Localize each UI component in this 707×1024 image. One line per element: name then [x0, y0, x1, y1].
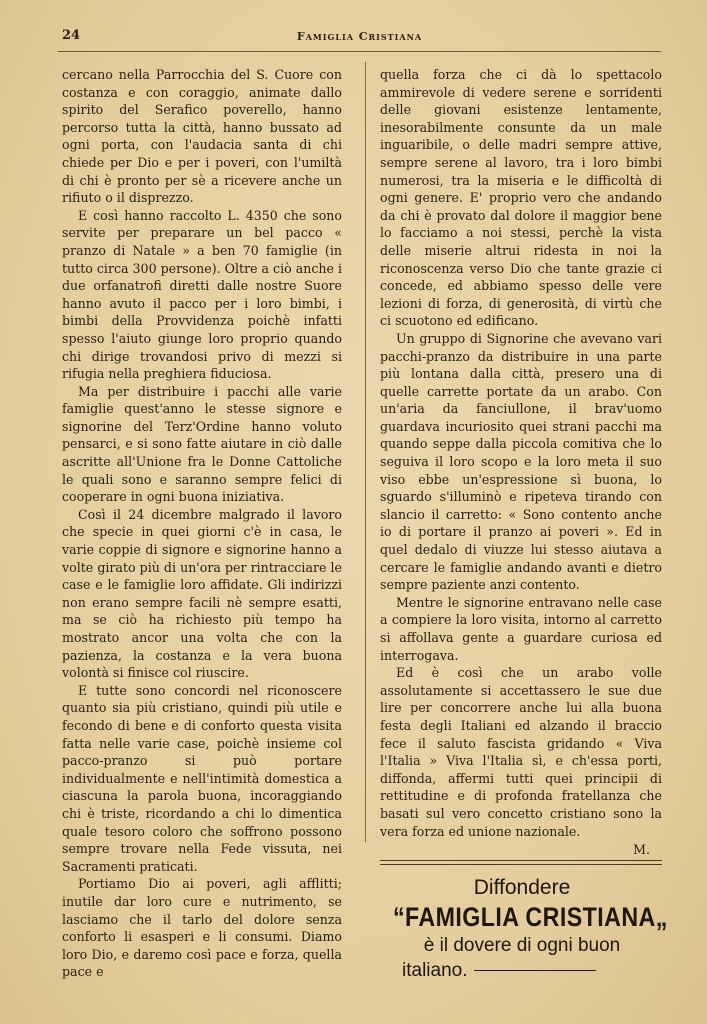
header-rule [58, 51, 661, 52]
left-column [62, 66, 342, 981]
promo-line: Diffondere [473, 876, 571, 899]
paragraph: Ma per distribuire i pacchi alle varie famiglie quest'anno le stesse signore e signorine del Terz'Ordine hanno voluto pensarci, e si sono fatte aiutare in ciò dalle ascritte all'Unione fra le Donne Cattoliche le quali sono e saranno sempre felici di cooperare in ogni buona iniziativa. [62, 383, 342, 505]
running-head-title: Famiglia Cristiana [296, 30, 423, 43]
paragraph: Un gruppo di Signorine che avevano vari pacchi-pranzo da distribuire in una parte più lontana dalla città, presero una di quelle carrette portate da un arabo. Con un'aria da fanciullone, il brav'uomo guardava incuriosito quei strani pacchi ma quando seppe dalla piccola comitiva che lo seguiva il loro scopo e la loro meta il suo viso ebbe un'espressione sì buona, lo sguardo s'illuminò e ripeteva tirando con slancio il carretto: « Sono contento anche io di portare il pranzo ai poveri ». Ed in quel dedalo di viuzze lui stesso aiutava a cercare le famiglie andando avanti e dietro sempre paziente anzi contento. [380, 330, 662, 593]
promo-title: “FAMIGLIA CRISTIANA„ [393, 902, 668, 932]
column-divider [365, 62, 366, 842]
paragraph: E così hanno raccolto L. 4350 che sono servite per preparare un bel pacco « pranzo di Natale » a ben 70 famiglie (in tutto circa 300 persone). Oltre a ciò anche i due orfanatrofi diretti dalle nostre Suore hanno avuto il pacco per i loro bimbi, i bimbi della Provvidenza poichè infatti spesso l'aiuto giunge loro proprio quando chi dirige trovandosi privo di mezzi si rifugia nella preghiera fiduciosa. [62, 207, 342, 382]
paragraph: Portiamo Dio ai poveri, agli afflitti; inutile dar loro cure e nutrimento, se lasciamo che il tarlo del dolore senza conforto li esasperi e li consumi. Diamo loro Dio, e daremo così pace e forza, quella pace e [62, 876, 342, 980]
page-header [60, 28, 659, 48]
page-number: 24 [62, 28, 81, 43]
promo-closing [372, 958, 672, 984]
ad-top-rule [380, 860, 662, 861]
paragraph: E tutte sono concordi nel riconoscere quanto sia più cristiano, quindi più utile e fecondo di bene e di conforto questa visita fatta nelle varie case, poichè insieme col pacco-pranzo si può portare individualmente e nell'intimità domestica a ciascuna la parola buona, incoraggiando chi è triste, ricordando a chi lo dimentica quale tesoro coloro che soffrono possono sempre trovare nella Fede vissuta, nei Sacramenti praticati. [62, 682, 342, 874]
promo-line: italiano. [402, 960, 468, 981]
author-signature: M. [633, 842, 650, 858]
paragraph: Ed è così che un arabo volle assolutamente si accettassero le sue due lire per concorrere anche lui alla buona festa degli Italiani ed alzando il braccio fece il saluto fascista gridando « Viva l'Italia » Viva l'Italia sì, e ch'essa porti, diffonda, affermi tutti quei principii di rettitudine e di profonda fratellanza che basati sul vero concetto cristiano sono la vera forza ed unione nazionale. [380, 665, 662, 839]
paragraph: quella forza che ci dà lo spettacolo ammirevole di vedere serene e sorridenti delle giovani esistenze lentamente, inesorabilmente consunte da un male inguaribile, o delle madri sempre attive, sempre serene al lavoro, tra i loro bimbi numerosi, tra la miseria e le difficoltà di ogni genere. E' proprio vero che andando da chi è provato dal dolore il maggior bene lo facciamo a noi stessi, perchè la vista delle miserie altrui ridesta in noi la riconoscenza verso Dio che tante grazie ci concede, ed abbiamo spesso delle vere lezioni di forza, di generosità, di virtù che ci scuotono ed edificano. [380, 67, 662, 329]
paragraph: Mentre le signorine entravano nelle case a compiere la loro visita, intorno al carretto si affollava gente a guardare curiosa ed interrogava. [380, 594, 662, 663]
paragraph: cercano nella Parrocchia del S. Cuore con costanza e con coraggio, animate dallo spirito del Serafico poverello, hanno percorso tutta la città, hanno bussato ad ogni porta, con l'audacia santa di chi chiede per Dio e per i poveri, con l'umiltà di chi è pronto per sè a ricevere anche un rifiuto o il disprezzo. [62, 67, 342, 206]
right-column [380, 66, 662, 859]
decorative-dash [474, 970, 596, 971]
ad-top-rule-double [380, 864, 662, 865]
promo-line: è il dovere di ogni buon [423, 935, 621, 956]
paragraph: Così il 24 dicembre malgrado il lavoro che specie in quei giorni c'è in casa, le varie coppie di signore e signorine hanno a volte girato più di un'ora per rintracciare le case e le famiglie loro affidate. Gli indirizzi non erano sempre facili nè sempre esatti, ma se ciò ha richiesto più tempo ha mostrato ancor una volta che con la pazienza, la costanza e la vera buona volontà si finisce col riuscire. [62, 506, 342, 681]
promo-box [372, 876, 672, 984]
